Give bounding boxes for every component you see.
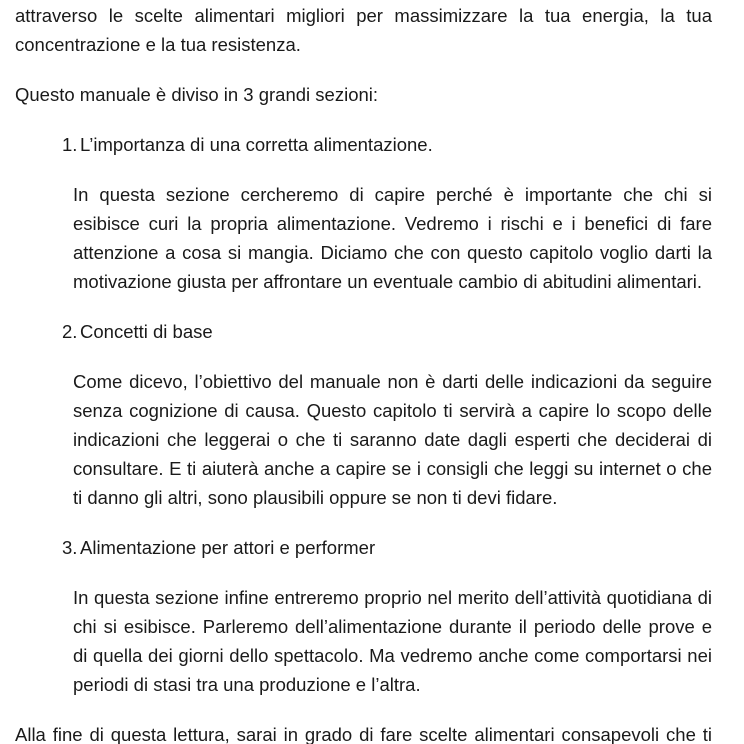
section-2-body: Come dicevo, l’obiettivo del manuale non è darti delle indicazioni da seguire senza cognizione di causa. Questo capitolo ti servirà a capire lo scopo delle indicazioni che leggerai o che ti saranno date dagli esperti che deciderai di consultare. E ti aiuterà anche a capire se i consigli che leggi su internet o che ti danno gli altri, sono plausibili oppure se non ti devi fidare. [73,371,712,508]
list-item-3 [62,533,712,562]
list-title-2: Concetti di base [80,321,213,342]
list-item-2 [62,317,712,346]
section-1-body: In questa sezione cercheremo di capire perché è importante che chi si esibisce curi la propria alimentazione. Vedremo i rischi e i benefici di fare attenzione a cosa si mangia. Diciamo che con questo capitolo voglio darti la motivazione giusta per affrontare un eventuale cambio di abitudini alimentari. [73,184,712,292]
intro-paragraph: Questo manuale è diviso in 3 grandi sezioni: [15,84,379,105]
paragraph-continuation: attraverso le scelte alimentari migliori per massimizzare la tua energia, la tua concentrazione e la tua resistenza. [15,5,712,55]
list-title-3: Alimentazione per attori e performer [80,537,376,558]
list-number-2: 2. [62,321,78,342]
list-number-1: 1. [62,134,78,155]
list-item-1 [62,130,712,159]
closing-paragraph: Alla fine di questa lettura, sarai in grado di fare scelte alimentari consapevoli che ti [15,724,712,744]
list-title-1: L’importanza di una corretta alimentazione. [80,134,433,155]
list-number-3: 3. [62,537,78,558]
section-3-body: In questa sezione infine entreremo proprio nel merito dell’attività quotidiana di chi si esibisce. Parleremo dell’alimentazione durante il periodo delle prove e di quella dei giorni dello spettacolo. Ma vedremo anche come comportarsi nei periodi di stasi tra una produzione e l’altra. [73,587,712,695]
